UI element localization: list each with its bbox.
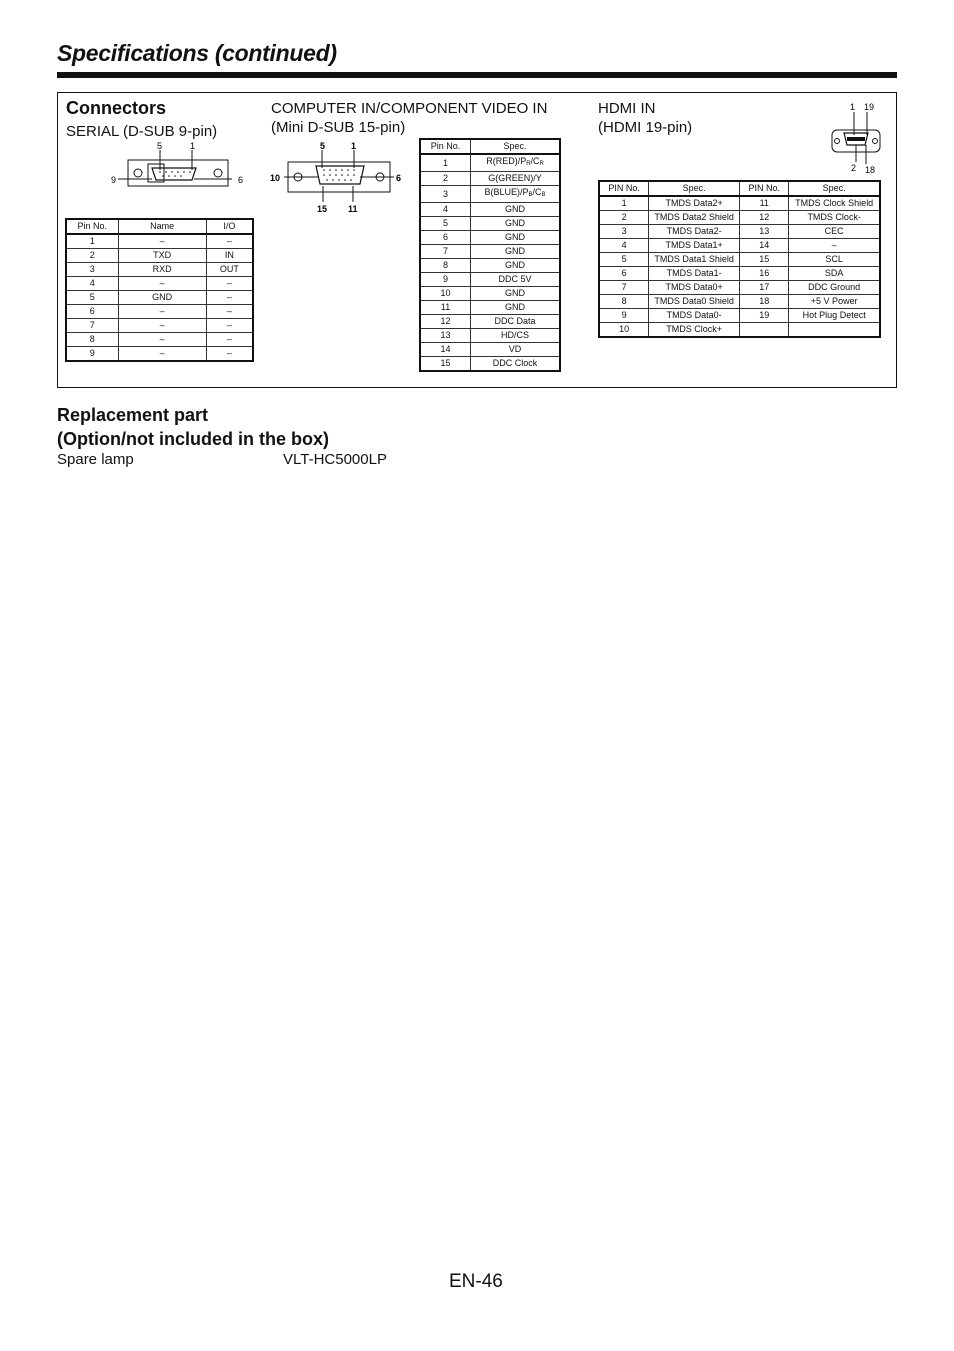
replacement-heading-line2: (Option/not included in the box) xyxy=(57,429,329,449)
table-row xyxy=(420,329,560,343)
table-cell: 11 xyxy=(740,196,789,211)
table-cell: – xyxy=(118,347,206,362)
table-cell: 10 xyxy=(420,287,471,301)
table-cell: HD/CS xyxy=(471,329,560,343)
table-cell: VD xyxy=(471,343,560,357)
serial-connector-diagram xyxy=(108,138,248,202)
table-header: PIN No. xyxy=(740,181,789,196)
title-rule xyxy=(57,72,897,78)
table-cell: SDA xyxy=(789,267,880,281)
table-header: Pin No. xyxy=(420,139,471,154)
table-cell: 4 xyxy=(599,239,649,253)
table-cell: 5 xyxy=(599,253,649,267)
table-cell: 4 xyxy=(66,277,118,291)
serial-pin-label: 5 xyxy=(157,141,163,151)
hdmi-pin-label: 2 xyxy=(851,163,857,173)
table-cell: 7 xyxy=(66,319,118,333)
table-cell: DDC Clock xyxy=(471,357,560,372)
serial-title: SERIAL (D-SUB 9-pin) xyxy=(66,123,218,140)
table-cell: 3 xyxy=(599,225,649,239)
table-cell: – xyxy=(118,333,206,347)
vga-pin-label: 15 xyxy=(317,204,328,214)
hdmi-pin-label: 1 xyxy=(850,102,856,112)
table-cell: SCL xyxy=(789,253,880,267)
table-cell: 2 xyxy=(420,172,471,186)
table-cell: GND xyxy=(471,245,560,259)
table-cell: TMDS Clock+ xyxy=(649,323,740,338)
table-header: Spec. xyxy=(649,181,740,196)
table-cell: 5 xyxy=(66,291,118,305)
table-row xyxy=(66,234,253,249)
table-cell: TMDS Clock Shield xyxy=(789,196,880,211)
table-cell: $R(RED)/P_R/C_R$ xyxy=(471,154,560,172)
table-cell: TMDS Data1+ xyxy=(649,239,740,253)
table-cell: 10 xyxy=(599,323,649,338)
table-cell: DDC Data xyxy=(471,315,560,329)
table-row xyxy=(599,309,880,323)
table-cell: 13 xyxy=(740,225,789,239)
table-row xyxy=(599,196,880,211)
table-cell: DDC 5V xyxy=(471,273,560,287)
vga-pin-label: 6 xyxy=(396,173,402,183)
table-cell: 19 xyxy=(740,309,789,323)
table-cell: DDC Ground xyxy=(789,281,880,295)
table-cell: 12 xyxy=(740,211,789,225)
table-cell: – xyxy=(206,347,253,362)
hdmi-pin-label: 19 xyxy=(864,102,875,112)
table-row xyxy=(420,186,560,203)
vga-pin-label: 5 xyxy=(320,141,326,151)
table-row xyxy=(599,281,880,295)
spare-lamp-model: VLT-HC5000LP xyxy=(283,451,387,468)
table-cell: GND xyxy=(471,217,560,231)
table-cell: TMDS Data1- xyxy=(649,267,740,281)
table-cell: 1 xyxy=(66,234,118,249)
table-cell: – xyxy=(118,305,206,319)
table-row xyxy=(66,263,253,277)
table-cell: 8 xyxy=(66,333,118,347)
table-cell: – xyxy=(118,234,206,249)
computer-title-line2: (Mini D-SUB 15-pin) xyxy=(271,119,406,136)
hdmi-connector-diagram xyxy=(826,100,886,178)
table-cell: TMDS Clock- xyxy=(789,211,880,225)
table-cell: 13 xyxy=(420,329,471,343)
vga-connector-diagram xyxy=(266,136,416,218)
table-cell: 7 xyxy=(420,245,471,259)
table-row xyxy=(599,239,880,253)
table-cell: $B(BLUE)/P_B/C_B$ xyxy=(471,186,560,203)
table-cell: – xyxy=(206,277,253,291)
table-header: Spec. xyxy=(471,139,560,154)
table-header: Pin No. xyxy=(66,219,118,234)
table-cell: 6 xyxy=(420,231,471,245)
table-row xyxy=(66,319,253,333)
table-row xyxy=(420,343,560,357)
table-row xyxy=(66,333,253,347)
computer-title-line1: COMPUTER IN/COMPONENT VIDEO IN xyxy=(271,100,548,117)
hdmi-title-line1: HDMI IN xyxy=(598,100,656,117)
table-cell: – xyxy=(789,239,880,253)
table-cell: – xyxy=(118,277,206,291)
table-row xyxy=(599,267,880,281)
table-row xyxy=(66,249,253,263)
table-cell: 15 xyxy=(420,357,471,372)
table-cell: TMDS Data0- xyxy=(649,309,740,323)
table-cell: 5 xyxy=(420,217,471,231)
table-header: Name xyxy=(118,219,206,234)
table-row xyxy=(420,245,560,259)
table-cell: 1 xyxy=(420,154,471,172)
table-cell: – xyxy=(206,333,253,347)
table-row xyxy=(420,231,560,245)
table-row xyxy=(599,225,880,239)
table-cell: 9 xyxy=(599,309,649,323)
table-header: Spec. xyxy=(789,181,880,196)
hdmi-pin-table xyxy=(598,180,881,338)
table-cell: 6 xyxy=(66,305,118,319)
connectors-heading: Connectors xyxy=(66,98,167,118)
table-row xyxy=(420,287,560,301)
table-row xyxy=(420,301,560,315)
table-row xyxy=(599,323,880,338)
table-cell: 4 xyxy=(420,203,471,217)
page-number: EN-46 xyxy=(449,1271,503,1292)
table-cell: – xyxy=(206,305,253,319)
table-cell: Hot Plug Detect xyxy=(789,309,880,323)
table-cell: TMDS Data2+ xyxy=(649,196,740,211)
table-cell: – xyxy=(206,234,253,249)
table-row xyxy=(420,315,560,329)
table-row xyxy=(420,172,560,186)
table-cell: TMDS Data0 Shield xyxy=(649,295,740,309)
table-row xyxy=(420,203,560,217)
table-row xyxy=(420,357,560,372)
serial-pin-table xyxy=(65,218,254,362)
table-row xyxy=(420,217,560,231)
table-cell: 9 xyxy=(66,347,118,362)
table-cell: GND xyxy=(471,231,560,245)
table-cell: IN xyxy=(206,249,253,263)
table-cell: GND xyxy=(471,259,560,273)
replacement-heading-line1: Replacement part xyxy=(57,405,209,425)
spare-lamp-label: Spare lamp xyxy=(57,451,134,468)
table-cell: – xyxy=(206,291,253,305)
table-cell: 2 xyxy=(599,211,649,225)
table-cell: 14 xyxy=(740,239,789,253)
hdmi-title-line2: (HDMI 19-pin) xyxy=(598,119,693,136)
table-cell: 14 xyxy=(420,343,471,357)
table-cell: 7 xyxy=(599,281,649,295)
table-cell: OUT xyxy=(206,263,253,277)
table-row xyxy=(66,305,253,319)
table-cell: 1 xyxy=(599,196,649,211)
vga-pin-label: 1 xyxy=(351,141,357,151)
table-cell: 15 xyxy=(740,253,789,267)
table-cell: TMDS Data0+ xyxy=(649,281,740,295)
table-cell: 9 xyxy=(420,273,471,287)
table-cell: RXD xyxy=(118,263,206,277)
table-row xyxy=(599,295,880,309)
table-header: I/O xyxy=(206,219,253,234)
hdmi-pin-label: 18 xyxy=(865,165,876,175)
computer-pin-table xyxy=(419,138,561,372)
table-row xyxy=(599,211,880,225)
table-row xyxy=(599,253,880,267)
table-cell: CEC xyxy=(789,225,880,239)
table-cell: 12 xyxy=(420,315,471,329)
table-header: PIN No. xyxy=(599,181,649,196)
table-row xyxy=(66,291,253,305)
table-cell: 17 xyxy=(740,281,789,295)
table-cell: TMDS Data1 Shield xyxy=(649,253,740,267)
table-cell: G(GREEN)/Y xyxy=(471,172,560,186)
table-cell: 2 xyxy=(66,249,118,263)
table-cell: +5 V Power xyxy=(789,295,880,309)
serial-pin-label: 9 xyxy=(111,175,117,185)
table-cell: – xyxy=(118,319,206,333)
table-row xyxy=(420,273,560,287)
serial-pin-label: 1 xyxy=(190,141,196,151)
vga-pin-label: 10 xyxy=(270,173,281,183)
table-cell: 6 xyxy=(599,267,649,281)
table-cell xyxy=(789,323,880,338)
table-row xyxy=(66,277,253,291)
table-cell: TMDS Data2- xyxy=(649,225,740,239)
table-row xyxy=(420,154,560,172)
table-cell xyxy=(740,323,789,338)
table-cell: TMDS Data2 Shield xyxy=(649,211,740,225)
table-cell: GND xyxy=(471,301,560,315)
table-cell: 8 xyxy=(599,295,649,309)
table-cell: GND xyxy=(118,291,206,305)
table-cell: 3 xyxy=(420,186,471,203)
table-cell: 18 xyxy=(740,295,789,309)
table-cell: GND xyxy=(471,287,560,301)
page-title: Specifications (continued) xyxy=(57,40,337,66)
table-cell: 16 xyxy=(740,267,789,281)
table-cell: 11 xyxy=(420,301,471,315)
serial-pin-label: 6 xyxy=(238,175,244,185)
table-cell: 8 xyxy=(420,259,471,273)
table-row xyxy=(420,259,560,273)
vga-pin-label: 11 xyxy=(348,204,358,214)
table-cell: – xyxy=(206,319,253,333)
table-cell: 3 xyxy=(66,263,118,277)
table-cell: TXD xyxy=(118,249,206,263)
table-cell: GND xyxy=(471,203,560,217)
table-row xyxy=(66,347,253,362)
